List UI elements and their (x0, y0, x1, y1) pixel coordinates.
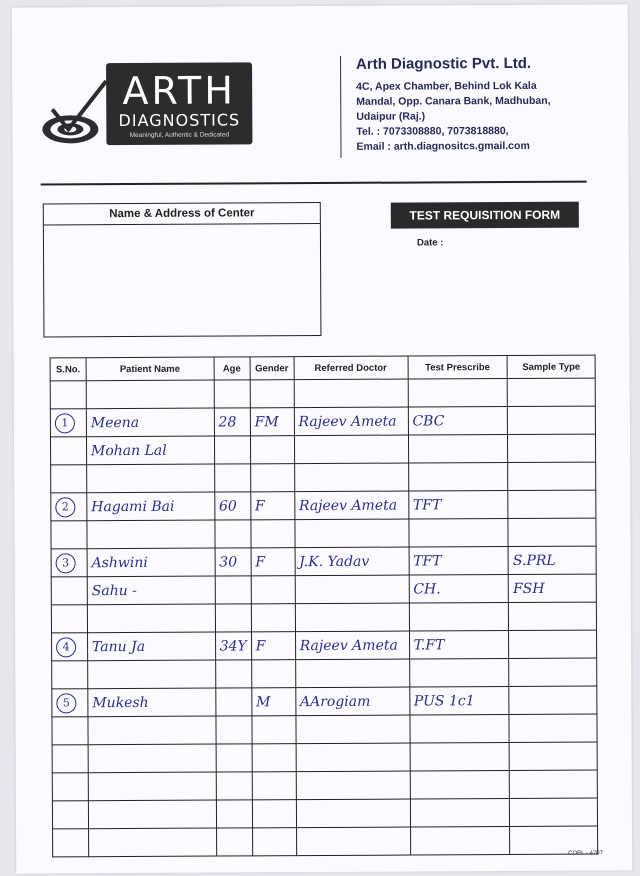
cell-sample-type[interactable] (509, 630, 597, 658)
cell-referred-doctor[interactable] (295, 575, 409, 604)
table-row (53, 826, 598, 857)
company-name: Arth Diagnostic Pvt. Ltd. (355, 54, 532, 73)
col-age: Age (214, 357, 250, 380)
cell-sno[interactable] (52, 745, 88, 773)
cell-test-prescribe[interactable] (409, 715, 509, 744)
cell-test-prescribe[interactable] (410, 771, 510, 800)
cell-referred-doctor[interactable]: AArogiam (295, 687, 409, 716)
cell-age[interactable] (215, 520, 251, 548)
cell-age[interactable] (214, 380, 250, 408)
address-line: Udaipur (Raj.) (356, 110, 426, 123)
cell-patient-name[interactable] (88, 716, 216, 745)
cell-age[interactable] (214, 436, 250, 464)
cell-gender[interactable] (251, 660, 295, 688)
cell-referred-doctor[interactable] (296, 771, 410, 800)
col-referred-doctor: Referred Doctor (294, 356, 408, 380)
serial-number: 4 (56, 637, 76, 657)
cell-patient-name[interactable]: Mukesh (88, 688, 216, 717)
cell-patient-name[interactable]: Mohan Lal (86, 436, 214, 465)
cell-referred-doctor[interactable] (296, 827, 410, 856)
col-sample-type: Sample Type (507, 355, 595, 378)
cell-gender[interactable] (252, 800, 296, 828)
cell-patient-name[interactable]: Ashwini (87, 548, 215, 577)
cell-referred-doctor[interactable] (294, 463, 408, 492)
col-test-prescribe: Test Prescribe (408, 356, 508, 380)
cell-sno[interactable] (51, 549, 87, 577)
logo-wordmark (106, 62, 252, 145)
cell-sno[interactable] (51, 465, 87, 493)
cell-sno[interactable] (52, 633, 88, 661)
cell-gender[interactable] (251, 604, 295, 632)
table-row (52, 714, 597, 745)
company-address (356, 79, 551, 155)
table-row (51, 602, 596, 633)
cell-age[interactable]: 34Y (215, 632, 251, 660)
table-row (51, 574, 596, 605)
cell-referred-doctor[interactable] (296, 715, 410, 744)
cell-referred-doctor[interactable] (295, 659, 409, 688)
cell-sample-type[interactable]: S.PRL (508, 546, 596, 574)
table-row (52, 630, 597, 661)
table-row (51, 490, 596, 521)
cell-gender[interactable]: M (251, 688, 295, 716)
cell-test-prescribe[interactable]: T.FT (409, 631, 509, 660)
cell-sno[interactable] (52, 717, 88, 745)
address-line: 4C, Apex Chamber, Behind Lok Kala (356, 79, 537, 93)
cell-sno[interactable] (52, 801, 88, 829)
cell-gender[interactable] (250, 464, 294, 492)
table-row (50, 378, 595, 409)
cell-gender[interactable]: F (251, 548, 295, 576)
center-box-title: Name & Address of Center (44, 203, 320, 225)
cell-referred-doctor[interactable] (295, 603, 409, 632)
logo-arth-text: ARTH (122, 68, 236, 114)
logo-tagline: Meaningful, Authentic & Dedicated (129, 131, 230, 140)
cell-referred-doctor[interactable] (296, 799, 410, 828)
cell-test-prescribe[interactable] (408, 463, 508, 492)
cell-age[interactable] (216, 744, 252, 772)
col-gender: Gender (250, 357, 294, 380)
cell-test-prescribe[interactable] (410, 743, 510, 772)
cell-referred-doctor[interactable]: Rajeev Ameta (294, 407, 408, 436)
requisition-sheet (12, 4, 633, 873)
cell-test-prescribe[interactable]: TFT (409, 547, 509, 576)
cell-age[interactable] (216, 828, 252, 856)
address-line: Email : arth.diagnositcs.gmail.com (356, 139, 530, 153)
table-row (51, 462, 596, 493)
table-row (52, 798, 597, 829)
cell-age[interactable]: 60 (214, 492, 250, 520)
form-code: COPL - 4707 (568, 850, 603, 857)
cell-age[interactable]: 30 (215, 548, 251, 576)
cell-patient-name[interactable]: Meena (86, 408, 214, 437)
cell-age[interactable] (215, 576, 251, 604)
table-row (50, 406, 595, 437)
cell-gender[interactable] (250, 436, 294, 464)
table-body (50, 378, 597, 857)
cell-gender[interactable]: FM (250, 408, 294, 436)
cell-test-prescribe[interactable] (409, 603, 509, 632)
serial-number: 5 (56, 693, 76, 713)
cell-sno[interactable] (50, 409, 86, 437)
cell-patient-name[interactable] (86, 380, 214, 409)
cell-sno[interactable] (50, 381, 86, 409)
cell-sample-type[interactable] (509, 742, 597, 770)
cell-age[interactable] (216, 800, 252, 828)
cell-sample-type[interactable] (508, 518, 596, 546)
cell-patient-name[interactable] (88, 828, 216, 857)
table-header-row (50, 355, 595, 381)
cell-test-prescribe[interactable] (409, 659, 509, 688)
cell-gender[interactable]: F (251, 632, 295, 660)
cell-test-prescribe[interactable] (408, 435, 508, 464)
cell-sample-type[interactable] (509, 602, 597, 630)
cell-sample-type[interactable] (509, 714, 597, 742)
form-title: TEST REQUISITION FORM (391, 202, 579, 229)
arth-logo (40, 58, 266, 155)
table-row (50, 434, 595, 465)
table-row (52, 770, 597, 801)
cell-referred-doctor[interactable]: Rajeev Ameta (295, 631, 409, 660)
cell-sno[interactable] (51, 577, 87, 605)
cell-sample-type[interactable] (509, 658, 597, 686)
cell-sno[interactable] (53, 829, 89, 857)
cell-patient-name[interactable] (87, 604, 215, 633)
cell-sno[interactable] (52, 773, 88, 801)
table-row (52, 742, 597, 773)
cell-sample-type[interactable] (510, 798, 598, 826)
cell-gender[interactable]: F (250, 492, 294, 520)
cell-sno[interactable] (52, 689, 88, 717)
cell-sample-type[interactable] (508, 406, 596, 434)
cell-test-prescribe[interactable]: TFT (408, 491, 508, 520)
cell-age[interactable] (216, 772, 252, 800)
cell-sample-type[interactable] (508, 490, 596, 518)
cell-age[interactable] (215, 660, 251, 688)
cell-patient-name[interactable]: Sahu - (87, 576, 215, 605)
header-divider (340, 56, 342, 158)
header-rule (41, 181, 587, 186)
address-line: Tel. : 7073308880, 7073818880, (356, 125, 509, 138)
cell-referred-doctor[interactable] (294, 379, 408, 408)
table-row (51, 518, 596, 549)
cell-test-prescribe[interactable] (408, 379, 508, 408)
cell-referred-doctor[interactable] (295, 519, 409, 548)
cell-gender[interactable] (251, 520, 295, 548)
patient-table (50, 355, 599, 858)
cell-test-prescribe[interactable]: CH. (409, 575, 509, 604)
cell-gender[interactable] (252, 772, 296, 800)
center-address-box[interactable] (43, 202, 322, 337)
date-label: Date : (416, 237, 444, 249)
cell-test-prescribe[interactable] (408, 519, 508, 548)
cell-patient-name[interactable]: Tanu Ja (87, 632, 215, 661)
cell-test-prescribe[interactable]: CBC (408, 407, 508, 436)
cell-sample-type[interactable] (510, 770, 598, 798)
cell-gender[interactable] (252, 744, 296, 772)
cell-sample-type[interactable] (507, 378, 595, 406)
cell-sno[interactable] (51, 605, 87, 633)
cell-age[interactable] (216, 716, 252, 744)
target-check-icon (40, 79, 110, 149)
cell-gender[interactable] (250, 380, 294, 408)
serial-number: 3 (56, 553, 76, 573)
cell-gender[interactable] (252, 716, 296, 744)
cell-referred-doctor[interactable]: Rajeev Ameta (294, 491, 408, 520)
cell-test-prescribe[interactable]: PUS 1c1 (409, 687, 509, 716)
cell-sample-type[interactable]: FSH (508, 574, 596, 602)
cell-test-prescribe[interactable] (410, 827, 510, 856)
cell-age[interactable] (214, 464, 250, 492)
cell-age[interactable] (215, 688, 251, 716)
cell-patient-name[interactable] (87, 520, 215, 549)
cell-age[interactable] (215, 604, 251, 632)
cell-patient-name[interactable] (88, 660, 216, 689)
cell-test-prescribe[interactable] (410, 799, 510, 828)
cell-referred-doctor[interactable] (296, 743, 410, 772)
cell-age[interactable]: 28 (214, 408, 250, 436)
cell-patient-name[interactable] (88, 744, 216, 773)
cell-sample-type[interactable] (508, 434, 596, 462)
serial-number: 1 (55, 413, 75, 433)
cell-sample-type[interactable] (508, 462, 596, 490)
table-row (51, 546, 596, 577)
col-sno: S.No. (50, 358, 86, 381)
cell-sno[interactable] (51, 521, 87, 549)
cell-patient-name[interactable] (88, 772, 216, 801)
logo-diagnostics-text: DIAGNOSTICS (118, 110, 241, 131)
table-row (52, 686, 597, 717)
col-patient-name: Patient Name (86, 357, 214, 381)
serial-number: 2 (55, 497, 75, 517)
cell-sno[interactable] (52, 661, 88, 689)
address-line: Mandal, Opp. Canara Bank, Madhuban, (356, 94, 551, 108)
cell-patient-name[interactable]: Hagami Bai (87, 492, 215, 521)
table-row (52, 658, 597, 689)
cell-referred-doctor[interactable]: J.K. Yadav (295, 547, 409, 576)
cell-patient-name[interactable] (88, 800, 216, 829)
cell-sno[interactable] (51, 493, 87, 521)
cell-referred-doctor[interactable] (294, 435, 408, 464)
cell-gender[interactable] (252, 828, 296, 856)
cell-sample-type[interactable] (509, 686, 597, 714)
cell-gender[interactable] (251, 576, 295, 604)
cell-patient-name[interactable] (87, 464, 215, 493)
cell-sno[interactable] (50, 437, 86, 465)
